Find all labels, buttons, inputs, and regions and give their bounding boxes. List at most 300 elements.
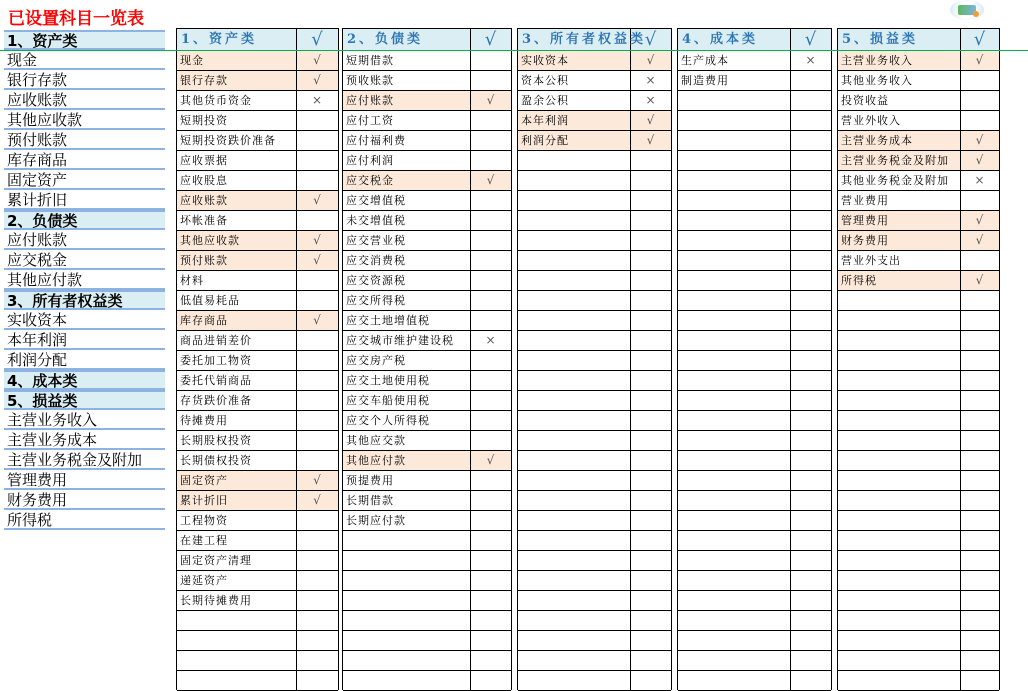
status-cell[interactable] — [631, 551, 670, 570]
table-row[interactable] — [518, 191, 671, 211]
status-cell[interactable] — [791, 471, 830, 490]
list-item[interactable]: 实收资本 — [4, 310, 165, 330]
list-item[interactable]: 固定资产 — [4, 170, 165, 190]
status-cell[interactable] — [961, 91, 998, 110]
table-row[interactable] — [838, 671, 999, 691]
account-name-cell[interactable] — [518, 191, 631, 210]
status-cell[interactable] — [791, 451, 830, 470]
account-name-cell[interactable] — [518, 631, 631, 650]
table-row[interactable] — [678, 271, 831, 291]
table-row[interactable] — [343, 651, 511, 671]
table-row[interactable] — [838, 611, 999, 631]
table-row[interactable] — [838, 331, 999, 351]
status-cell[interactable] — [791, 271, 830, 290]
table-row[interactable] — [518, 511, 671, 531]
account-name-cell[interactable] — [518, 591, 631, 610]
table-row[interactable] — [678, 231, 831, 251]
table-row[interactable] — [838, 191, 999, 211]
account-name-cell[interactable] — [518, 611, 631, 630]
account-name-cell[interactable] — [518, 331, 631, 350]
table-row[interactable] — [678, 611, 831, 631]
account-name-cell[interactable]: 财务费用 — [838, 231, 961, 250]
account-name-cell[interactable] — [678, 191, 791, 210]
account-name-cell[interactable]: 资本公积 — [518, 71, 631, 90]
status-cell[interactable] — [471, 611, 510, 630]
account-name-cell[interactable]: 应交土地增值税 — [343, 311, 471, 330]
account-name-cell[interactable] — [678, 451, 791, 470]
status-cell[interactable] — [631, 391, 670, 410]
account-name-cell[interactable]: 低值易耗品 — [177, 291, 297, 310]
account-name-cell[interactable]: 主营业务税金及附加 — [838, 151, 961, 170]
account-name-cell[interactable]: 应付工资 — [343, 111, 471, 130]
table-row[interactable] — [838, 291, 999, 311]
status-cell[interactable] — [297, 671, 337, 690]
table-row[interactable] — [518, 651, 671, 671]
table-row[interactable] — [177, 211, 338, 231]
table-row[interactable] — [518, 351, 671, 371]
table-row[interactable] — [678, 531, 831, 551]
table-row[interactable] — [518, 591, 671, 611]
table-row[interactable] — [678, 551, 831, 571]
account-name-cell[interactable]: 委托加工物资 — [177, 351, 297, 370]
table-row[interactable] — [177, 71, 338, 91]
app-logo-icon[interactable] — [950, 0, 984, 20]
table-row[interactable] — [343, 511, 511, 531]
account-name-cell[interactable] — [678, 251, 791, 270]
status-cell[interactable] — [791, 371, 830, 390]
table-row[interactable] — [518, 51, 671, 71]
account-name-cell[interactable]: 长期借款 — [343, 491, 471, 510]
account-name-cell[interactable]: 主营业务收入 — [838, 51, 961, 70]
list-item[interactable]: 预付账款 — [4, 130, 165, 150]
status-cell[interactable] — [631, 191, 670, 210]
check-icon[interactable]: √ — [646, 53, 655, 67]
table-row[interactable] — [838, 591, 999, 611]
table-row[interactable] — [343, 331, 511, 351]
table-row[interactable] — [343, 291, 511, 311]
account-name-cell[interactable] — [678, 371, 791, 390]
account-name-cell[interactable] — [838, 351, 961, 370]
account-name-cell[interactable]: 本年利润 — [518, 111, 631, 130]
table-row[interactable] — [343, 171, 511, 191]
table-row[interactable] — [177, 171, 338, 191]
account-name-cell[interactable]: 利润分配 — [518, 131, 631, 150]
account-name-cell[interactable]: 长期待摊费用 — [177, 591, 297, 610]
status-cell[interactable] — [297, 271, 337, 290]
account-name-cell[interactable]: 其他应付款 — [343, 451, 471, 470]
table-row[interactable] — [177, 471, 338, 491]
status-cell[interactable] — [297, 171, 337, 190]
status-cell[interactable] — [631, 491, 670, 510]
status-cell[interactable] — [631, 231, 670, 250]
account-name-cell[interactable] — [678, 331, 791, 350]
account-name-cell[interactable] — [838, 311, 961, 330]
account-name-cell[interactable]: 应付利润 — [343, 151, 471, 170]
status-cell[interactable] — [631, 631, 670, 650]
account-name-cell[interactable] — [838, 671, 961, 690]
status-cell[interactable] — [471, 111, 510, 130]
status-cell[interactable] — [791, 291, 830, 310]
table-row[interactable] — [838, 571, 999, 591]
status-cell[interactable] — [471, 571, 510, 590]
status-cell[interactable] — [631, 571, 670, 590]
table-row[interactable] — [838, 491, 999, 511]
account-name-cell[interactable]: 应收票据 — [177, 151, 297, 170]
account-name-cell[interactable]: 库存商品 — [177, 311, 297, 330]
account-name-cell[interactable] — [343, 571, 471, 590]
account-name-cell[interactable]: 投资收益 — [838, 91, 961, 110]
account-name-cell[interactable] — [678, 571, 791, 590]
list-item[interactable]: 现金 — [4, 50, 165, 70]
table-row[interactable] — [343, 191, 511, 211]
account-name-cell[interactable] — [678, 131, 791, 150]
table-row[interactable] — [177, 51, 338, 71]
status-cell[interactable] — [961, 191, 998, 210]
status-cell[interactable] — [297, 531, 337, 550]
account-name-cell[interactable] — [177, 671, 297, 690]
list-item[interactable]: 本年利润 — [4, 330, 165, 350]
table-row[interactable] — [177, 671, 338, 691]
table-row[interactable] — [518, 71, 671, 91]
account-name-cell[interactable]: 其他应交款 — [343, 431, 471, 450]
table-row[interactable] — [518, 611, 671, 631]
table-row[interactable] — [177, 511, 338, 531]
table-row[interactable] — [343, 111, 511, 131]
account-name-cell[interactable] — [678, 431, 791, 450]
table-row[interactable] — [678, 211, 831, 231]
account-name-cell[interactable] — [838, 591, 961, 610]
status-cell[interactable] — [631, 151, 670, 170]
table-row[interactable] — [518, 491, 671, 511]
table-row[interactable] — [518, 451, 671, 471]
status-cell[interactable] — [791, 111, 830, 130]
table-row[interactable] — [177, 91, 338, 111]
table-row[interactable] — [678, 511, 831, 531]
status-cell[interactable] — [471, 511, 510, 530]
status-cell[interactable] — [791, 651, 830, 670]
status-cell[interactable] — [471, 351, 510, 370]
table-row[interactable] — [343, 531, 511, 551]
account-name-cell[interactable]: 应收股息 — [177, 171, 297, 190]
table-row[interactable] — [518, 391, 671, 411]
check-icon[interactable]: √ — [975, 53, 984, 67]
list-item[interactable]: 应交税金 — [4, 250, 165, 270]
table-row[interactable] — [343, 351, 511, 371]
list-item[interactable]: 库存商品 — [4, 150, 165, 170]
table-row[interactable] — [343, 211, 511, 231]
account-name-cell[interactable]: 短期投资跌价准备 — [177, 131, 297, 150]
status-cell[interactable] — [791, 311, 830, 330]
table-row[interactable] — [177, 591, 338, 611]
table-row[interactable] — [177, 391, 338, 411]
status-cell[interactable] — [297, 451, 337, 470]
status-cell[interactable] — [961, 471, 998, 490]
cross-icon[interactable]: × — [974, 173, 985, 187]
table-row[interactable] — [678, 131, 831, 151]
status-cell[interactable] — [471, 51, 510, 70]
account-name-cell[interactable] — [177, 611, 297, 630]
account-name-cell[interactable]: 递延资产 — [177, 571, 297, 590]
table-row[interactable] — [518, 311, 671, 331]
status-cell[interactable] — [471, 191, 510, 210]
check-icon[interactable]: √ — [486, 453, 495, 467]
table-row[interactable] — [177, 131, 338, 151]
status-cell[interactable] — [791, 331, 830, 350]
account-name-cell[interactable] — [343, 671, 471, 690]
account-name-cell[interactable]: 应交城市维护建设税 — [343, 331, 471, 350]
account-name-cell[interactable]: 未交增值税 — [343, 211, 471, 230]
table-row[interactable] — [343, 91, 511, 111]
account-name-cell[interactable]: 管理费用 — [838, 211, 961, 230]
account-name-cell[interactable]: 存货跌价准备 — [177, 391, 297, 410]
account-name-cell[interactable]: 营业费用 — [838, 191, 961, 210]
table-row[interactable] — [838, 451, 999, 471]
account-name-cell[interactable]: 预收账款 — [343, 71, 471, 90]
table-row[interactable] — [838, 311, 999, 331]
table-row[interactable] — [678, 111, 831, 131]
table-row[interactable] — [518, 471, 671, 491]
account-name-cell[interactable]: 应交营业税 — [343, 231, 471, 250]
account-name-cell[interactable] — [343, 591, 471, 610]
status-cell[interactable] — [297, 611, 337, 630]
table-row[interactable] — [678, 591, 831, 611]
account-name-cell[interactable]: 应付福利费 — [343, 131, 471, 150]
status-cell[interactable] — [961, 111, 998, 130]
account-name-cell[interactable] — [838, 551, 961, 570]
check-icon[interactable]: √ — [975, 133, 984, 147]
status-cell[interactable] — [961, 351, 998, 370]
account-name-cell[interactable] — [838, 571, 961, 590]
account-name-cell[interactable] — [678, 531, 791, 550]
account-name-cell[interactable] — [838, 491, 961, 510]
table-row[interactable] — [343, 571, 511, 591]
status-cell[interactable] — [631, 471, 670, 490]
status-cell[interactable] — [791, 671, 830, 690]
table-row[interactable] — [518, 371, 671, 391]
table-row[interactable] — [518, 131, 671, 151]
status-cell[interactable] — [791, 251, 830, 270]
status-cell[interactable] — [961, 651, 998, 670]
account-name-cell[interactable] — [678, 111, 791, 130]
table-row[interactable] — [177, 611, 338, 631]
account-name-cell[interactable]: 工程物资 — [177, 511, 297, 530]
list-item[interactable]: 累计折旧 — [4, 190, 165, 210]
status-cell[interactable] — [297, 131, 337, 150]
status-cell[interactable] — [791, 571, 830, 590]
account-name-cell[interactable]: 委托代销商品 — [177, 371, 297, 390]
account-name-cell[interactable] — [678, 211, 791, 230]
table-row[interactable] — [177, 371, 338, 391]
account-name-cell[interactable]: 待摊费用 — [177, 411, 297, 430]
account-name-cell[interactable]: 短期借款 — [343, 51, 471, 70]
status-cell[interactable] — [631, 371, 670, 390]
table-row[interactable] — [838, 151, 999, 171]
status-cell[interactable] — [791, 91, 830, 110]
status-cell[interactable] — [471, 271, 510, 290]
status-cell[interactable] — [471, 651, 510, 670]
account-name-cell[interactable] — [678, 671, 791, 690]
table-row[interactable] — [838, 651, 999, 671]
account-name-cell[interactable] — [678, 91, 791, 110]
status-cell[interactable] — [961, 291, 998, 310]
status-cell[interactable] — [961, 431, 998, 450]
list-item[interactable]: 所得税 — [4, 510, 165, 530]
table-row[interactable] — [678, 631, 831, 651]
status-cell[interactable] — [471, 591, 510, 610]
table-row[interactable] — [177, 491, 338, 511]
account-name-cell[interactable]: 固定资产清理 — [177, 551, 297, 570]
table-row[interactable] — [838, 251, 999, 271]
status-cell[interactable] — [297, 291, 337, 310]
table-row[interactable] — [343, 471, 511, 491]
account-name-cell[interactable] — [518, 551, 631, 570]
status-cell[interactable] — [961, 511, 998, 530]
table-row[interactable] — [343, 371, 511, 391]
status-cell[interactable] — [297, 631, 337, 650]
account-name-cell[interactable]: 应交房产税 — [343, 351, 471, 370]
status-cell[interactable] — [791, 131, 830, 150]
list-item[interactable]: 其他应付款 — [4, 270, 165, 290]
table-row[interactable] — [838, 271, 999, 291]
table-row[interactable] — [343, 51, 511, 71]
check-icon[interactable]: √ — [646, 113, 655, 127]
account-name-cell[interactable]: 应交增值税 — [343, 191, 471, 210]
check-icon[interactable]: √ — [313, 53, 321, 67]
status-cell[interactable] — [297, 591, 337, 610]
account-name-cell[interactable]: 固定资产 — [177, 471, 297, 490]
account-name-cell[interactable]: 其他业务收入 — [838, 71, 961, 90]
table-row[interactable] — [678, 331, 831, 351]
table-row[interactable] — [838, 91, 999, 111]
list-item[interactable]: 主营业务收入 — [4, 410, 165, 430]
table-row[interactable] — [343, 631, 511, 651]
account-name-cell[interactable] — [518, 531, 631, 550]
check-icon[interactable]: √ — [313, 233, 321, 247]
check-icon[interactable]: √ — [975, 153, 984, 167]
table-row[interactable] — [838, 231, 999, 251]
account-name-cell[interactable] — [518, 291, 631, 310]
list-item[interactable]: 利润分配 — [4, 350, 165, 370]
table-row[interactable] — [177, 531, 338, 551]
account-name-cell[interactable] — [838, 371, 961, 390]
status-cell[interactable] — [961, 571, 998, 590]
account-name-cell[interactable] — [518, 371, 631, 390]
table-row[interactable] — [177, 111, 338, 131]
account-name-cell[interactable] — [678, 271, 791, 290]
status-cell[interactable] — [631, 611, 670, 630]
account-name-cell[interactable] — [678, 471, 791, 490]
category-heading[interactable]: 4、成本类 — [4, 370, 165, 390]
account-name-cell[interactable] — [678, 171, 791, 190]
status-cell[interactable] — [961, 491, 998, 510]
status-cell[interactable] — [631, 331, 670, 350]
table-row[interactable] — [343, 451, 511, 471]
table-row[interactable] — [518, 211, 671, 231]
table-row[interactable] — [518, 171, 671, 191]
table-row[interactable] — [838, 411, 999, 431]
status-cell[interactable] — [631, 671, 670, 690]
table-row[interactable] — [678, 491, 831, 511]
account-name-cell[interactable]: 生产成本 — [678, 51, 791, 70]
account-name-cell[interactable]: 所得税 — [838, 271, 961, 290]
table-row[interactable] — [678, 171, 831, 191]
status-cell[interactable] — [297, 431, 337, 450]
status-cell[interactable] — [297, 371, 337, 390]
account-name-cell[interactable]: 在建工程 — [177, 531, 297, 550]
account-name-cell[interactable]: 长期股权投资 — [177, 431, 297, 450]
account-name-cell[interactable] — [678, 411, 791, 430]
account-name-cell[interactable] — [678, 631, 791, 650]
account-name-cell[interactable]: 营业外收入 — [838, 111, 961, 130]
list-item[interactable]: 主营业务成本 — [4, 430, 165, 450]
account-name-cell[interactable]: 应交土地使用税 — [343, 371, 471, 390]
table-row[interactable] — [343, 431, 511, 451]
status-cell[interactable] — [961, 331, 998, 350]
list-item[interactable]: 主营业务税金及附加 — [4, 450, 165, 470]
status-cell[interactable] — [297, 511, 337, 530]
table-row[interactable] — [678, 71, 831, 91]
account-name-cell[interactable] — [518, 511, 631, 530]
account-name-cell[interactable] — [518, 491, 631, 510]
status-cell[interactable] — [961, 71, 998, 90]
status-cell[interactable] — [791, 391, 830, 410]
account-name-cell[interactable]: 预提费用 — [343, 471, 471, 490]
category-heading[interactable]: 5、损益类 — [4, 390, 165, 410]
account-name-cell[interactable] — [678, 511, 791, 530]
table-row[interactable] — [838, 131, 999, 151]
cross-icon[interactable]: × — [805, 53, 816, 67]
status-cell[interactable] — [961, 551, 998, 570]
table-row[interactable] — [343, 251, 511, 271]
status-cell[interactable] — [631, 211, 670, 230]
table-row[interactable] — [177, 631, 338, 651]
table-row[interactable] — [518, 251, 671, 271]
check-icon[interactable]: √ — [313, 253, 321, 267]
table-row[interactable] — [838, 51, 999, 71]
account-name-cell[interactable]: 应交车船使用税 — [343, 391, 471, 410]
account-name-cell[interactable] — [518, 351, 631, 370]
category-heading[interactable]: 2、负债类 — [4, 210, 165, 230]
account-name-cell[interactable]: 其他业务税金及附加 — [838, 171, 961, 190]
status-cell[interactable] — [471, 131, 510, 150]
account-name-cell[interactable] — [177, 631, 297, 650]
table-row[interactable] — [678, 351, 831, 371]
account-name-cell[interactable] — [343, 651, 471, 670]
account-name-cell[interactable]: 长期应付款 — [343, 511, 471, 530]
check-icon[interactable]: √ — [313, 73, 321, 87]
account-name-cell[interactable] — [678, 351, 791, 370]
status-cell[interactable] — [791, 411, 830, 430]
table-row[interactable] — [518, 631, 671, 651]
status-cell[interactable] — [961, 251, 998, 270]
table-row[interactable] — [343, 411, 511, 431]
table-row[interactable] — [678, 471, 831, 491]
table-row[interactable] — [678, 571, 831, 591]
account-name-cell[interactable] — [838, 331, 961, 350]
account-name-cell[interactable] — [343, 631, 471, 650]
table-row[interactable] — [678, 291, 831, 311]
table-row[interactable] — [838, 111, 999, 131]
list-item[interactable]: 财务费用 — [4, 490, 165, 510]
account-name-cell[interactable]: 应交税金 — [343, 171, 471, 190]
table-row[interactable] — [177, 571, 338, 591]
table-row[interactable] — [177, 651, 338, 671]
status-cell[interactable] — [471, 231, 510, 250]
table-row[interactable] — [177, 251, 338, 271]
status-cell[interactable] — [631, 591, 670, 610]
check-icon[interactable]: √ — [313, 313, 321, 327]
table-row[interactable] — [343, 551, 511, 571]
